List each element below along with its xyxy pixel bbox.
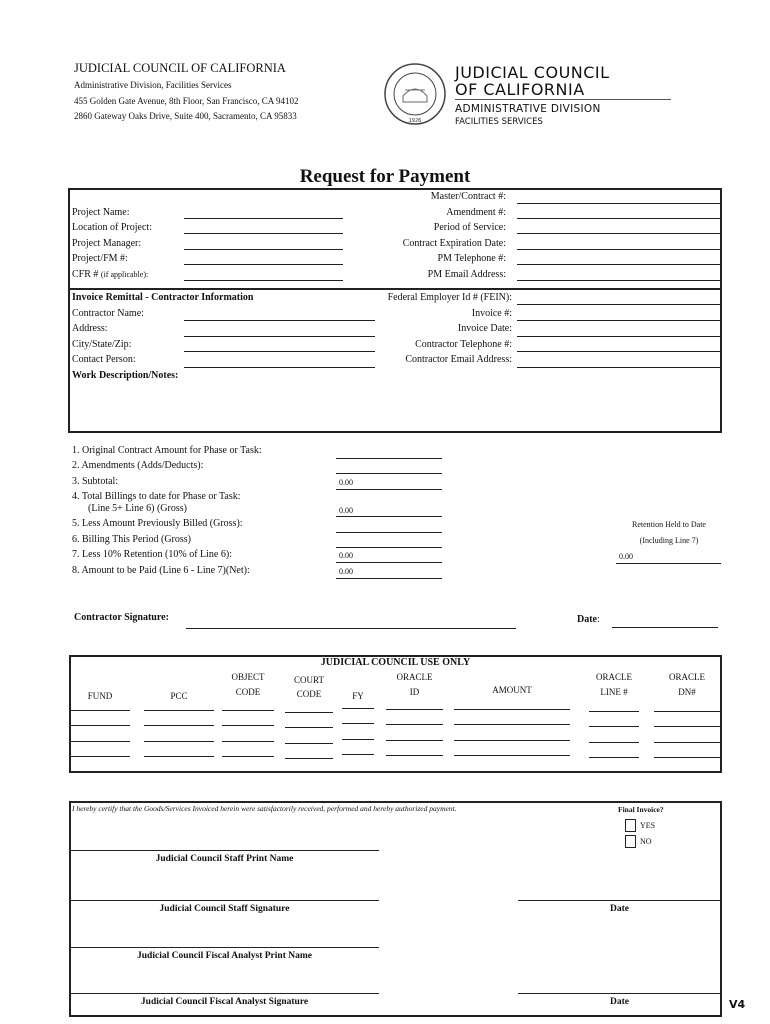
pm-email-field[interactable] xyxy=(517,280,720,281)
col-oracle-id-header: ORACLE ID xyxy=(396,672,433,697)
council-entry-field[interactable] xyxy=(386,755,443,756)
billing-line-3-label: 3. Subtotal: xyxy=(72,476,119,487)
org-name: JUDICIAL COUNCIL OF CALIFORNIA xyxy=(74,61,286,75)
council-entry-field[interactable] xyxy=(386,740,443,741)
billing-line-7-field[interactable] xyxy=(336,562,442,563)
fein-field[interactable] xyxy=(517,304,720,305)
billing-line-8-field[interactable] xyxy=(336,578,442,579)
contractor-signature-field[interactable] xyxy=(186,628,516,629)
council-entry-field[interactable] xyxy=(454,709,570,710)
period-of-service-field[interactable] xyxy=(517,233,720,234)
project-fm-field[interactable] xyxy=(184,264,343,265)
project-manager-field[interactable] xyxy=(184,249,343,250)
council-entry-field[interactable] xyxy=(342,754,374,755)
contractor-heading: Invoice Remittal - Contractor Information xyxy=(72,292,254,303)
staff-print-name-label: Judicial Council Staff Print Name xyxy=(155,854,294,864)
final-invoice-yes-checkbox[interactable] xyxy=(625,819,636,832)
billing-line-7-value: 0.00 xyxy=(339,551,353,560)
contract-expiration-field[interactable] xyxy=(517,249,720,250)
council-entry-field[interactable] xyxy=(589,742,639,743)
retention-label-2: (Including Line 7) xyxy=(639,536,699,545)
contractor-date-field[interactable] xyxy=(612,627,718,628)
fiscal-date-field[interactable] xyxy=(518,993,721,994)
council-entry-field[interactable] xyxy=(589,757,639,758)
council-entry-field[interactable] xyxy=(342,739,374,740)
form-version: V4 xyxy=(729,998,746,1011)
logo-line-4: FACILITIES SERVICES xyxy=(455,117,543,127)
council-entry-field[interactable] xyxy=(654,711,720,712)
fiscal-print-name-label: Judicial Council Fiscal Analyst Print Name xyxy=(137,951,312,961)
fiscal-signature-label: Judicial Council Fiscal Analyst Signature xyxy=(140,997,309,1007)
fein-label: Federal Employer Id # (FEIN): xyxy=(387,292,512,303)
staff-date-label: Date xyxy=(610,904,629,914)
billing-line-7-label: 7. Less 10% Retention (10% of Line 6): xyxy=(72,549,232,560)
seal-year: 1926 xyxy=(408,118,422,124)
council-entry-field[interactable] xyxy=(144,741,214,742)
council-entry-field[interactable] xyxy=(70,725,130,726)
amendment-label: Amendment #: xyxy=(446,207,506,218)
contractor-telephone-field[interactable] xyxy=(517,351,720,352)
council-entry-field[interactable] xyxy=(454,755,570,756)
contractor-city-field[interactable] xyxy=(184,351,375,352)
org-address-2: 2860 Gateway Oaks Drive, Suite 400, Sacramento, CA 95833 xyxy=(74,111,297,121)
council-entry-field[interactable] xyxy=(654,742,720,743)
billing-line-6-label: 6. Billing This Period (Gross) xyxy=(72,534,191,545)
council-entry-field[interactable] xyxy=(144,725,214,726)
cfr-field[interactable] xyxy=(184,280,343,281)
billing-line-5-field[interactable] xyxy=(336,532,442,533)
contractor-telephone-label: Contractor Telephone #: xyxy=(415,339,512,350)
final-invoice-label: Final Invoice? xyxy=(618,805,664,814)
project-location-label: Location of Project: xyxy=(72,222,152,233)
council-entry-field[interactable] xyxy=(222,756,274,757)
project-manager-label: Project Manager: xyxy=(72,238,142,249)
project-name-label: Project Name: xyxy=(72,207,130,218)
cfr-label: CFR # (if applicable): xyxy=(72,269,149,280)
council-entry-field[interactable] xyxy=(589,711,639,712)
invoice-number-field[interactable] xyxy=(517,320,720,321)
amendment-field[interactable] xyxy=(517,218,720,219)
certification-statement: I hereby certify that the Goods/Services Invoiced herein were satisfactorily received, performed and hereby authorized payment. xyxy=(72,804,457,813)
col-amount-header: AMOUNT xyxy=(492,685,532,695)
billing-line-3-value: 0.00 xyxy=(339,478,353,487)
billing-line-1-label: 1. Original Contract Amount for Phase or Task: xyxy=(72,445,262,456)
billing-line-4-label: 4. Total Billings to date for Phase or Task: xyxy=(72,491,241,502)
billing-line-4-sublabel: (Line 5+ Line 6) (Gross) xyxy=(88,503,187,514)
col-court-code-header: COURT CODE xyxy=(294,675,324,699)
org-address-1: 455 Golden Gate Avenue, 8th Floor, San Francisco, CA 94102 xyxy=(74,96,299,106)
pm-telephone-label: PM Telephone #: xyxy=(437,253,506,264)
master-contract-field[interactable] xyxy=(517,203,720,204)
contractor-date-label: Date: xyxy=(577,614,600,625)
council-entry-field[interactable] xyxy=(454,740,570,741)
council-entry-field[interactable] xyxy=(386,724,443,725)
master-contract-label: Master/Contract #: xyxy=(430,191,506,202)
council-entry-field[interactable] xyxy=(654,726,720,727)
billing-line-3-field[interactable] xyxy=(336,489,442,490)
billing-line-4-field[interactable] xyxy=(336,516,442,517)
contractor-address-label: Address: xyxy=(72,323,108,334)
retention-field[interactable] xyxy=(616,563,721,564)
retention-value: 0.00 xyxy=(619,552,633,561)
council-entry-field[interactable] xyxy=(285,743,333,744)
page-title: Request for Payment xyxy=(299,166,471,187)
billing-line-1-field[interactable] xyxy=(336,458,442,459)
billing-line-2-label: 2. Amendments (Adds/Deducts): xyxy=(72,460,204,471)
billing-line-6-field[interactable] xyxy=(336,547,442,548)
billing-line-4-value: 0.00 xyxy=(339,506,353,515)
col-object-code-header: OBJECT CODE xyxy=(231,672,265,697)
contract-expiration-label: Contract Expiration Date: xyxy=(402,238,506,249)
project-location-field[interactable] xyxy=(184,233,343,234)
final-invoice-no-label: NO xyxy=(640,837,652,846)
fiscal-signature-field[interactable] xyxy=(70,993,379,994)
contact-person-field[interactable] xyxy=(184,367,375,368)
final-invoice-no-checkbox[interactable] xyxy=(625,835,636,848)
staff-signature-label: Judicial Council Staff Signature xyxy=(159,904,290,914)
council-entry-field[interactable] xyxy=(386,709,443,710)
council-seal-icon xyxy=(383,62,447,126)
col-fy-header: FY xyxy=(352,691,364,701)
council-entry-field[interactable] xyxy=(222,725,274,726)
invoice-date-field[interactable] xyxy=(517,336,720,337)
council-entry-field[interactable] xyxy=(70,756,130,757)
council-entry-field[interactable] xyxy=(144,756,214,757)
billing-line-2-field[interactable] xyxy=(336,473,442,474)
final-invoice-yes-label: YES xyxy=(640,821,656,830)
council-entry-field[interactable] xyxy=(70,741,130,742)
invoice-number-label: Invoice #: xyxy=(471,308,512,319)
contractor-address-field[interactable] xyxy=(184,336,375,337)
staff-print-name-field[interactable] xyxy=(70,850,379,851)
contractor-email-field[interactable] xyxy=(517,367,720,368)
billing-line-5-label: 5. Less Amount Previously Billed (Gross): xyxy=(72,518,243,529)
fiscal-date-label: Date xyxy=(610,997,629,1007)
logo-line-2: OF CALIFORNIA xyxy=(455,80,585,99)
staff-signature-field[interactable] xyxy=(70,900,379,901)
work-description-label: Work Description/Notes: xyxy=(72,370,179,381)
contractor-city-label: City/State/Zip: xyxy=(72,339,132,350)
council-entry-field[interactable] xyxy=(342,708,374,709)
council-use-heading: JUDICIAL COUNCIL USE ONLY xyxy=(320,657,471,668)
invoice-date-label: Invoice Date: xyxy=(457,323,512,334)
contractor-name-label: Contractor Name: xyxy=(72,308,144,319)
billing-line-8-value: 0.00 xyxy=(339,567,353,576)
period-of-service-label: Period of Service: xyxy=(433,222,506,233)
org-division: Administrative Division, Facilities Services xyxy=(74,80,232,90)
council-entry-field[interactable] xyxy=(285,758,333,759)
col-oracle-line-header: ORACLE LINE # xyxy=(596,672,632,697)
contractor-name-field[interactable] xyxy=(184,320,375,321)
billing-line-8-label: 8. Amount to be Paid (Line 6 - Line 7)(Net): xyxy=(72,565,250,576)
pm-email-label: PM Email Address: xyxy=(427,269,506,280)
logo-line-1: JUDICIAL COUNCIL xyxy=(455,63,610,82)
pm-telephone-field[interactable] xyxy=(517,264,720,265)
retention-label-1: Retention Held to Date xyxy=(632,520,706,529)
council-entry-field[interactable] xyxy=(144,710,214,711)
council-entry-field[interactable] xyxy=(222,710,274,711)
work-description-field[interactable] xyxy=(72,386,718,430)
council-entry-field[interactable] xyxy=(589,726,639,727)
fiscal-print-name-field[interactable] xyxy=(70,947,379,948)
project-fm-label: Project/FM #: xyxy=(72,253,128,264)
council-entry-field[interactable] xyxy=(222,741,274,742)
logo-line-3: ADMINISTRATIVE DIVISION xyxy=(455,103,601,115)
council-entry-field[interactable] xyxy=(342,723,374,724)
contractor-email-label: Contractor Email Address: xyxy=(405,354,512,365)
col-oracle-dn-header: ORACLE DN# xyxy=(669,672,705,697)
contractor-signature-label: Contractor Signature: xyxy=(74,612,169,623)
council-entry-field[interactable] xyxy=(70,710,130,711)
col-pcc-header: PCC xyxy=(170,691,188,701)
col-fund-header: FUND xyxy=(87,691,113,701)
council-entry-field[interactable] xyxy=(654,757,720,758)
council-entry-field[interactable] xyxy=(285,712,333,713)
staff-date-field[interactable] xyxy=(518,900,721,901)
council-entry-field[interactable] xyxy=(285,727,333,728)
contact-person-label: Contact Person: xyxy=(72,354,136,365)
project-name-field[interactable] xyxy=(184,218,343,219)
council-entry-field[interactable] xyxy=(454,724,570,725)
